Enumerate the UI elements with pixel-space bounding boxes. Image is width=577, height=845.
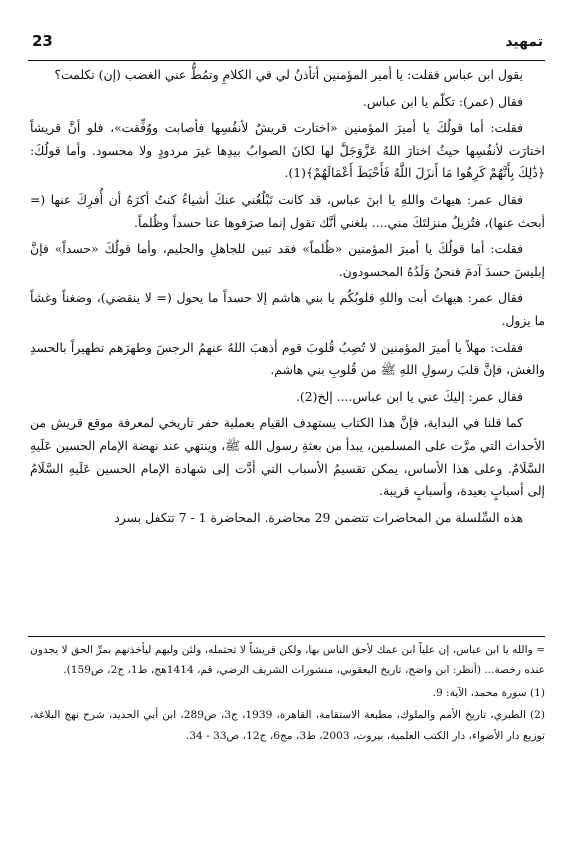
paragraph: يقول ابن عباس فقلت: يا أمير المؤمنين أتأذنُ لي في الكلامِ وتمُطُّ عني الغضب (إن) تكلمت؟ bbox=[54, 67, 523, 82]
header-divider bbox=[28, 60, 545, 61]
footnote: (1) سورة محمد، الآية: 9. bbox=[432, 686, 545, 699]
paragraph: فقلت: أما قولُكَ يا أميرَ المؤمنين «ظُلماً» فقد تبين للجاهلِ والحليم، وأما قولُكَ «حسداً» فإنَّ إبليسَ حسدَ آدمَ فنحنُ وَلَدُهُ المحسودون. bbox=[30, 241, 545, 279]
paragraph: فقال عمر: إليكَ عني يا ابن عباس.... إلخ(2). bbox=[295, 388, 523, 404]
footnotes bbox=[30, 640, 545, 748]
page-header bbox=[28, 30, 545, 56]
paragraph: فقلت: مهلاً يا أميرَ المؤمنين لا تُصِبُ قُلوبَ قوم أذهبَ اللهُ عنهمُ الرجسَ وطهرَهم تطهيراً بالحسدِ والغش، فإنَّ قلبَ رسولِ اللهِ ﷺ من قُلوبِ بني هاشم. bbox=[30, 339, 545, 378]
paragraph: فقال (عمر): تكلّم يا ابن عباس. bbox=[362, 93, 523, 109]
footnote-continuation: = والله يا ابن عباس، إن علياً ابن عمك لأحق الناس بها، ولكن قريشاً لا تحتمله، ولئن وليهم ليأخذنهم بمرِّ الحق لا يجدون عنده رخصة... (أنظر: ابن واضح، تاريخ اليعقوبي، منشورات الشريف الرضي، قم، 1414هج، ط1، ج2، ص159). bbox=[30, 644, 545, 677]
paragraph: هذه السِّلسلة من المحاضرات تتضمن 29 محاضرة. المحاضرة 1 - 7 تتكفل بسرد bbox=[114, 509, 523, 525]
paragraph: فقلت: أما قولُكَ يا أميرَ المؤمنين «اختارت قريشٌ لأنفُسِها فأصابت ووُفِّقت»، فلو أنَّ قريشاً اختارَت لأنفُسِها حيثُ اختارَ اللهُ عَزَّوَجَلَّ لها لكانَ الصوابُ بيدِها غيرَ مردودٍ ولا محسود. وأما قولُكَ: ﴿ذَٰلِكَ بِأَنَّهُمْ كَرِهُوا مَا أَنزَلَ اللَّهُ فَأَحْبَطَ أَعْمَالَهُمْ﴾(1). bbox=[30, 120, 545, 181]
paragraph: كما قلنا في البداية، فإنَّ هذا الكتاب يستهدف القيام بعملية حفر تاريخي لمعرفة موقع قريش من الأحداث التي مرَّت على المسلمين، يبدأ من بعثةِ رسول الله ﷺ، وينتهي عند نهضة الإمام الحسين عَلَيهِ السَّلَامُ. وعلى هذا الأساس، يمكن تقسيمُ الأسباب التي أدَّت إلى شهادة الإمام الحسين عَلَيهِ السَّلَامُ إلى أسبابٍ بعيدة، وأسبابٍ قريبة. bbox=[30, 415, 545, 499]
chapter-title: تمهيد bbox=[505, 34, 543, 50]
main-text bbox=[30, 64, 545, 533]
footnote-divider bbox=[28, 636, 545, 637]
paragraph: فقال عمر: هيهاتَ واللهِ يا ابنَ عباس، قد كانت تَبْلُغُني عنكَ أشياءُ كنتُ أكرَهُ أن أُفرِكَ عنها (= أبحث عنها)، فتُزيلُ منزلتَكَ مني.... بلغني أنَّك تقول إنما صرَفوها عنا حسداً وظُلماً. bbox=[30, 191, 545, 230]
page-number: 23 bbox=[32, 32, 53, 50]
footnote: (2) الطبري، تاريخ الأمم والملوك، مطبعة الاستقامة، القاهرة، 1939، ج3، ص289، ابن أبي الحديد، شرح نهج البلاغة، توزيع دار الأضواء، دار الكتب العلمية، بيروت، 2003، ط3، مج6، ج12، ص33 - 34. bbox=[30, 709, 546, 742]
paragraph: فقال عمر: هيهاتَ أبت واللهِ قلوبُكُم يا بني هاشم إلا حسداً ما يحول (= لا ينقضي)، وضغناً وغشاً ما يزول. bbox=[30, 290, 545, 328]
